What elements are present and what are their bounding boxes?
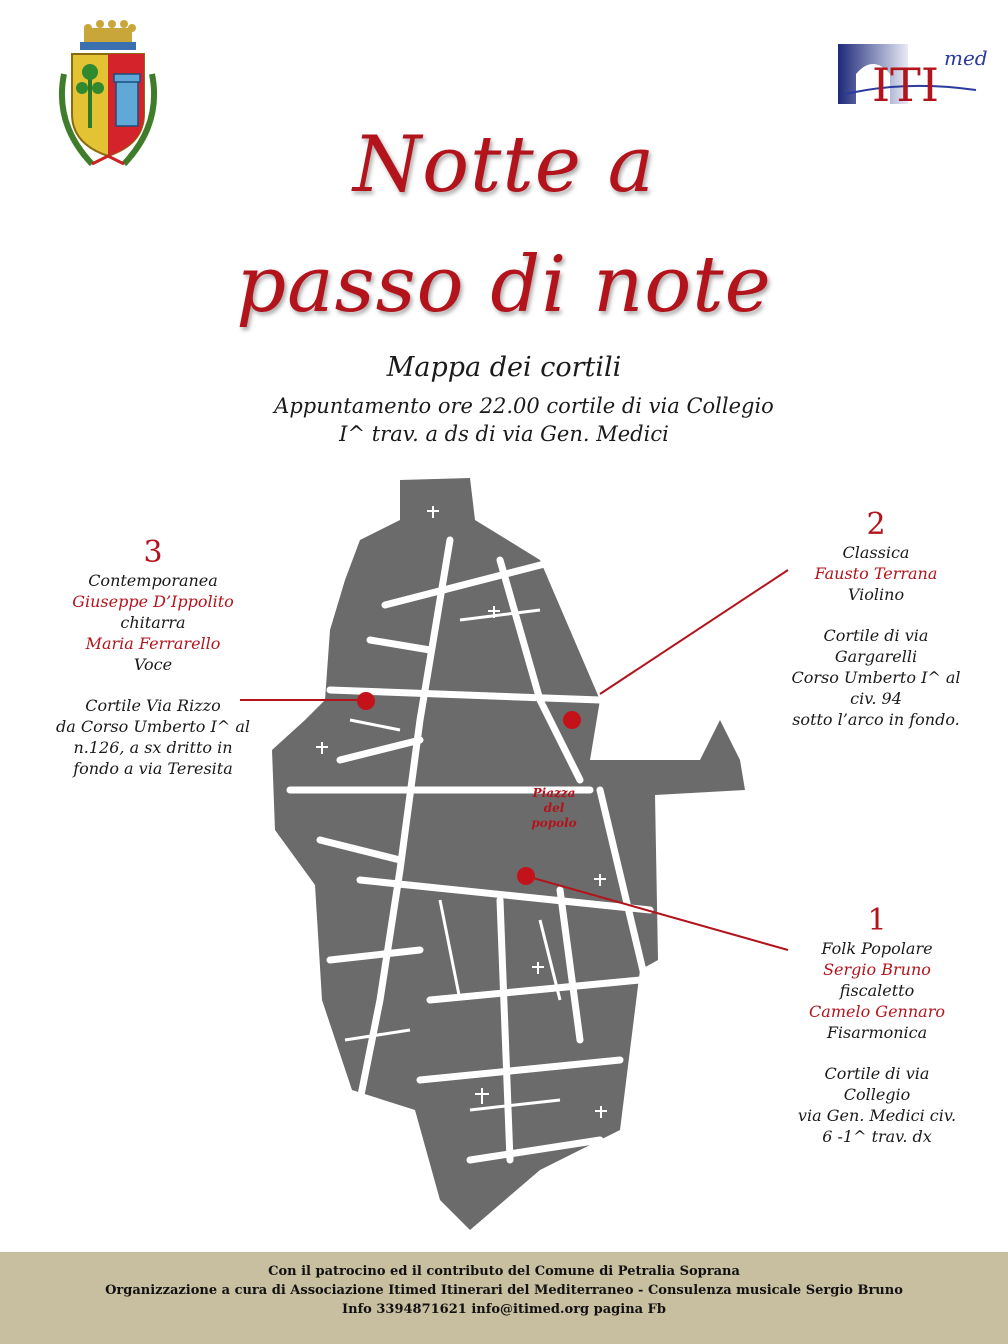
marker-1 bbox=[517, 867, 535, 885]
marker-3 bbox=[357, 692, 375, 710]
leader-line-2 bbox=[600, 570, 788, 694]
location-3-number: 3 bbox=[143, 535, 163, 570]
subtitle-line-1: Mappa dei cortili bbox=[386, 352, 622, 383]
footer-line-3: Info 3394871621 info@itimed.org pagina Fb bbox=[342, 1302, 666, 1317]
location-1-address-4: 6 -1^ trav. dx bbox=[822, 1127, 932, 1146]
location-2-address-2: Gargarelli bbox=[834, 647, 918, 666]
location-1-genre: Folk Popolare bbox=[821, 939, 933, 958]
location-2-genre: Classica bbox=[842, 543, 910, 562]
piazza-label bbox=[514, 786, 594, 831]
location-1-instrument-1: fiscaletto bbox=[839, 981, 915, 1000]
location-1-info bbox=[772, 904, 982, 1147]
location-2-instrument-1: Violino bbox=[847, 585, 905, 604]
location-3-address-3: n.126, a sx dritto in bbox=[73, 738, 233, 757]
location-1-address-2: Collegio bbox=[843, 1085, 911, 1104]
title-line-2: passo di note bbox=[236, 240, 772, 330]
footer-banner bbox=[0, 1252, 1008, 1344]
location-3-instrument-2: Voce bbox=[133, 655, 173, 674]
footer-line-2: Organizzazione a cura di Associazione Itimed Itinerari del Mediterraneo - Consulenza musicale Sergio Bruno bbox=[105, 1283, 903, 1298]
location-2-artist-1: Fausto Terrana bbox=[814, 564, 938, 583]
location-3-artist-1: Giuseppe D’Ippolito bbox=[72, 592, 234, 611]
location-2-address-1: Cortile di via bbox=[823, 626, 929, 645]
location-2-info bbox=[770, 508, 982, 730]
location-3-address-1: Cortile Via Rizzo bbox=[85, 696, 221, 715]
marker-2 bbox=[563, 711, 581, 729]
location-2-address-5: sotto l’arco in fondo. bbox=[792, 710, 960, 729]
location-3-genre: Contemporanea bbox=[88, 571, 218, 590]
subtitle-line-3: I^ trav. a ds di via Gen. Medici bbox=[339, 422, 669, 446]
location-3-info bbox=[18, 536, 288, 779]
location-1-address-1: Cortile di via bbox=[824, 1064, 930, 1083]
logo-text: ITI bbox=[872, 58, 940, 112]
location-1-artist-1: Sergio Bruno bbox=[823, 960, 931, 979]
location-3-artist-2: Maria Ferrarello bbox=[85, 634, 221, 653]
title-line-1: Notte a bbox=[352, 120, 656, 210]
piazza-line-2: del bbox=[543, 801, 565, 815]
location-2-address-4: civ. 94 bbox=[850, 689, 902, 708]
location-1-artist-2: Camelo Gennaro bbox=[809, 1002, 945, 1021]
location-2-number: 2 bbox=[866, 507, 886, 542]
logo-superscript: med bbox=[944, 46, 988, 70]
location-1-address-3: via Gen. Medici civ. bbox=[797, 1106, 957, 1125]
location-3-address-2: da Corso Umberto I^ al bbox=[56, 717, 250, 736]
location-3-address-4: fondo a via Teresita bbox=[73, 759, 233, 778]
location-2-address-3: Corso Umberto I^ al bbox=[791, 668, 961, 687]
location-1-instrument-2: Fisarmonica bbox=[826, 1023, 928, 1042]
piazza-line-3: popolo bbox=[531, 816, 577, 830]
footer-line-1: Con il patrocino ed il contributo del Comune di Petralia Soprana bbox=[268, 1264, 740, 1279]
piazza-line-1: Piazza bbox=[532, 786, 576, 800]
location-1-number: 1 bbox=[867, 903, 887, 938]
subtitle-line-2: Appuntamento ore 22.00 cortile di via Collegio bbox=[274, 394, 774, 418]
location-3-instrument-1: chitarra bbox=[120, 613, 186, 632]
